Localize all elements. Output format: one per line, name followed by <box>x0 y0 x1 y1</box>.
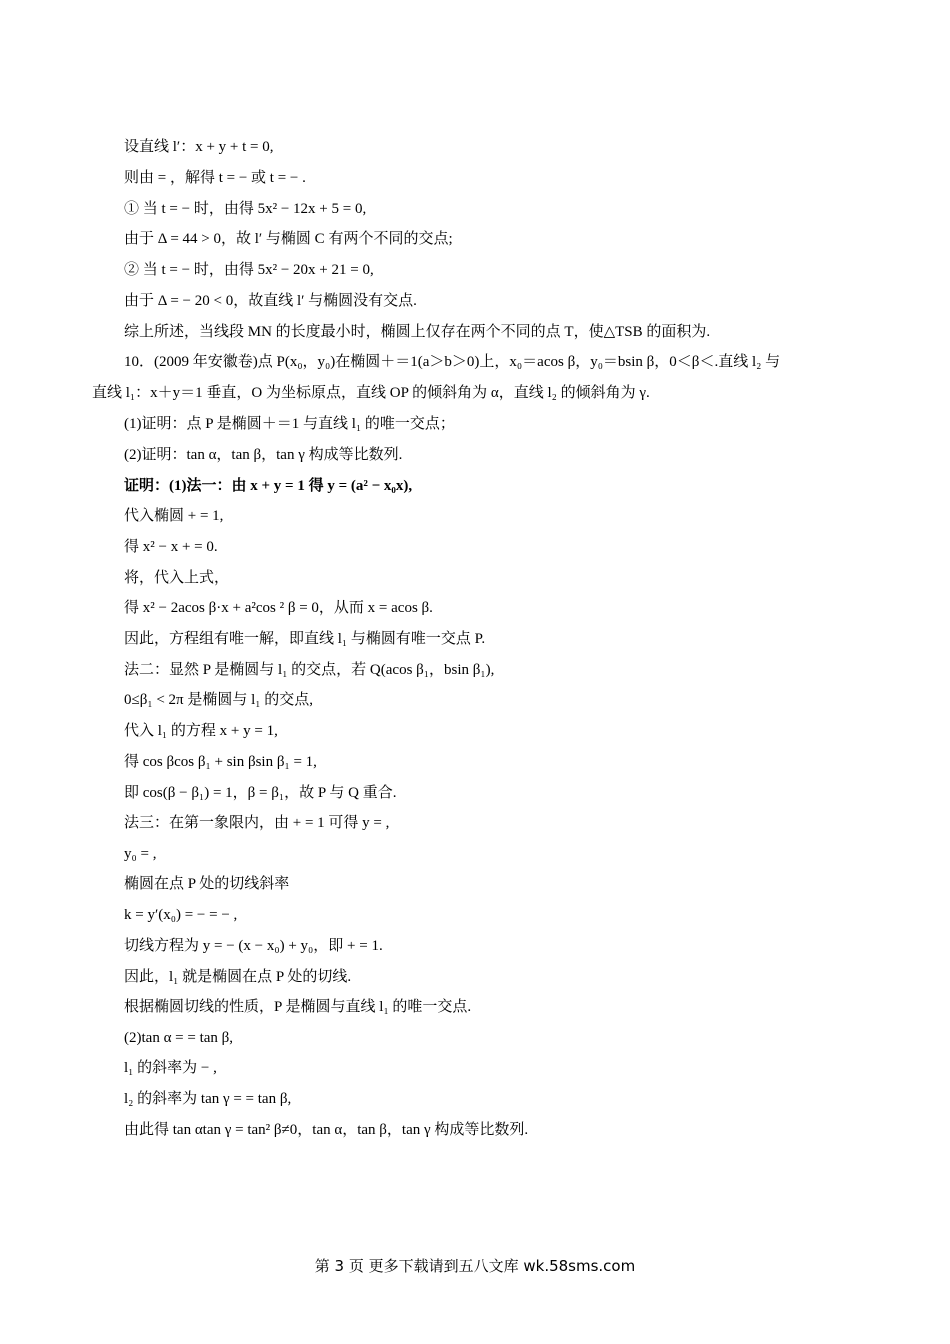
method-3-line-2: y₀ = , <box>124 846 157 862</box>
problem-10-part-1: (1)证明：点 P 是椭圆＋＝1 与直线 l₁ 的唯一交点； <box>124 416 455 432</box>
method-2-line-5: 即 cos(β − β₁) = 1，β = β₁，故 P 与 Q 重合. <box>124 785 397 801</box>
page-footer: 第 3 页 更多下载请到五八文库 wk.58sms.com <box>314 1257 636 1275</box>
proof-line-3: 得 x² − x + = 0. <box>124 539 218 555</box>
problem-10-line-1: 10．(2009 年安徽卷)点 P(x₀，y₀)在椭圆＋＝1(a＞b＞0)上，x₀＝acos β，y₀＝bsin β，0＜β＜.直线 l₂ 与 <box>124 354 781 370</box>
proof-line-4: 将，代入上式， <box>124 570 230 586</box>
part-2-line-4: 由此得 tan αtan γ = tan² β≠0，tan α，tan β，tan γ 构成等比数列. <box>124 1122 529 1138</box>
text-line-5: ② 当 t = − 时，由得 5x² − 20x + 21 = 0, <box>124 262 374 278</box>
proof-heading: 证明：(1)法一：由 x + y = 1 得 y = (a² − x₀x), <box>124 478 413 494</box>
problem-10-part-2: (2)证明：tan α，tan β，tan γ 构成等比数列. <box>124 447 403 463</box>
text-line-7: 综上所述，当线段 MN 的长度最小时，椭圆上仅存在两个不同的点 T，使△TSB 的面积为. <box>124 324 711 340</box>
part-2-line-1: (2)tan α = = tan β, <box>124 1030 234 1046</box>
problem-10-line-2: 直线 l₁：x＋y＝1 垂直，O 为坐标原点，直线 OP 的倾斜角为 α，直线 l₂ 的倾斜角为 γ. <box>92 385 650 401</box>
method-3-line-7: 根据椭圆切线的性质，P 是椭圆与直线 l₁ 的唯一交点. <box>124 999 472 1015</box>
method-2-heading: 法二：显然 P 是椭圆与 l₁ 的交点，若 Q(acos β₁，bsin β₁), <box>124 662 495 678</box>
method-2-line-3: 代入 l₁ 的方程 x + y = 1, <box>124 723 278 739</box>
proof-line-5: 得 x² − 2acos β·x + a²cos ² β = 0，从而 x = acos β. <box>124 600 433 616</box>
method-2-line-4: 得 cos βcos β₁ + sin βsin β₁ = 1, <box>124 754 317 770</box>
text-line-3: ① 当 t = − 时，由得 5x² − 12x + 5 = 0, <box>124 201 367 217</box>
text-line-1: 设直线 l′：x + y + t = 0, <box>124 139 274 155</box>
text-line-2: 则由 = ，解得 t = − 或 t = − . <box>124 170 306 186</box>
method-3-line-3: 椭圆在点 P 处的切线斜率 <box>124 876 290 892</box>
proof-line-6: 因此，方程组有唯一解，即直线 l₁ 与椭圆有唯一交点 P. <box>124 631 486 647</box>
method-3-heading: 法三：在第一象限内，由 + = 1 可得 y = , <box>124 815 390 831</box>
method-3-line-6: 因此，l₁ 就是椭圆在点 P 处的切线. <box>124 969 352 985</box>
method-3-line-5: 切线方程为 y = − (x − x₀) + y₀，即 + = 1. <box>124 938 383 954</box>
method-3-line-4: k = y′(x₀) = − = − , <box>124 907 238 923</box>
method-2-line-2: 0≤β₁ < 2π 是椭圆与 l₁ 的交点, <box>124 692 314 708</box>
text-line-4: 由于 Δ = 44 > 0，故 l′ 与椭圆 C 有两个不同的交点; <box>124 231 453 247</box>
proof-line-2: 代入椭圆 + = 1, <box>124 508 224 524</box>
part-2-line-2: l₁ 的斜率为 − , <box>124 1060 217 1076</box>
part-2-line-3: l₂ 的斜率为 tan γ = = tan β, <box>124 1091 292 1107</box>
text-line-6: 由于 Δ = − 20 < 0，故直线 l′ 与椭圆没有交点. <box>124 293 417 309</box>
